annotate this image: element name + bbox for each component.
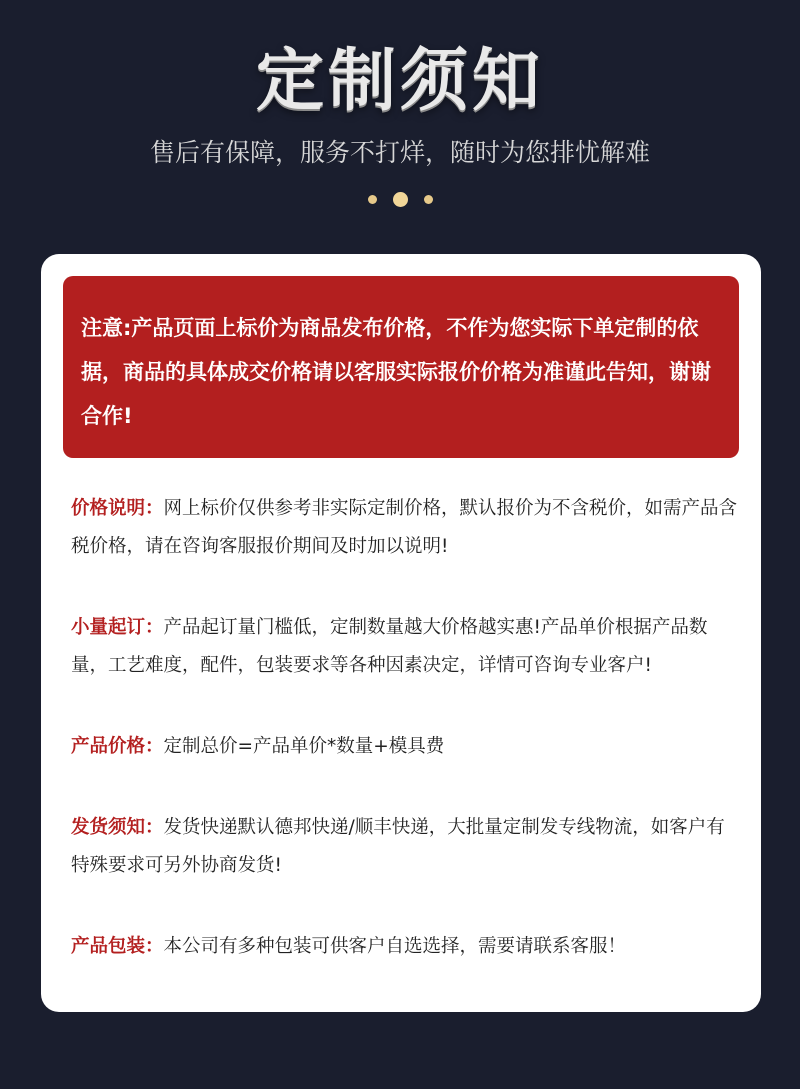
item-label: 发货须知： <box>71 817 164 838</box>
dot-icon <box>393 192 408 207</box>
item-text: 网上标价仅供参考非实际定制价格，默认报价为不含税价，如需产品含税价格，请在咨询客服报价期间及时加以说明! <box>71 498 738 557</box>
list-item-price-description <box>71 490 741 566</box>
item-label: 价格说明： <box>71 498 164 519</box>
page-title: 定制须知 <box>255 42 544 121</box>
item-text: 产品起订量门槛低，定制数量越大价格越实惠!产品单价根据产品数量，工艺难度，配件，包装要求等各种因素决定，详情可咨询专业客户! <box>71 617 708 676</box>
page-subtitle: 售后有保障，服务不打烊，随时为您排忧解难 <box>149 138 650 167</box>
decorative-dots <box>0 192 800 207</box>
item-label: 产品价格： <box>71 736 164 757</box>
dot-icon <box>368 195 377 204</box>
list-item-min-order <box>71 609 741 685</box>
list-item-product-price <box>71 728 741 766</box>
item-text: 发货快递默认德邦快递/顺丰快递，大批量定制发专线物流，如客户有特殊要求可另外协商发货! <box>71 817 725 876</box>
dot-icon <box>424 195 433 204</box>
notice-text: 注意:产品页面上标价为商品发布价格，不作为您实际下单定制的依据，商品的具体成交价格请以客服实际报价价格为准谨此告知，谢谢合作! <box>81 316 711 428</box>
info-list <box>71 490 741 1009</box>
notice-banner <box>63 276 739 458</box>
item-label: 小量起订： <box>71 617 164 638</box>
info-card <box>41 254 761 1012</box>
item-text: 本公司有多种包装可供客户自选选择，需要请联系客服！ <box>163 936 627 957</box>
item-label: 产品包装： <box>71 936 164 957</box>
list-item-packaging <box>71 928 741 966</box>
item-text: 定制总价=产品单价*数量+模具费 <box>163 736 445 757</box>
list-item-shipping <box>71 809 741 885</box>
